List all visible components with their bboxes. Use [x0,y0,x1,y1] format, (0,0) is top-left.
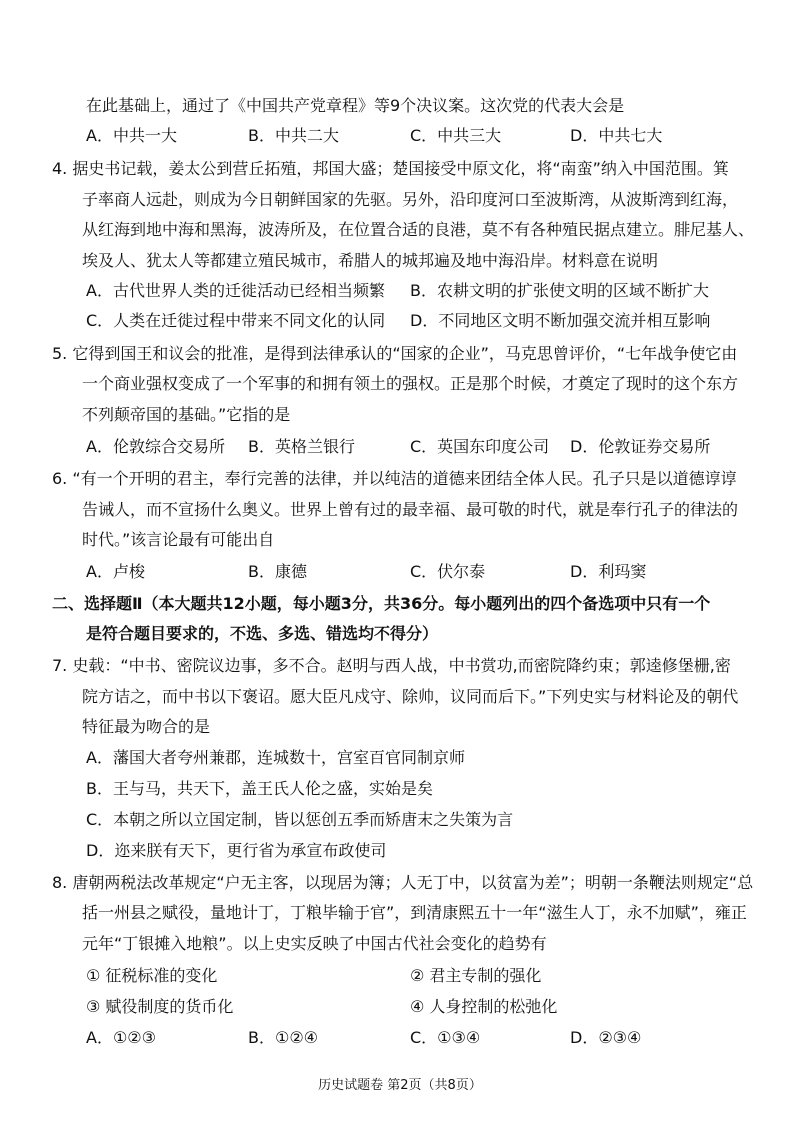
q6-line-1: 6. “有一个开明的君主，奉行完善的法律，并以纯洁的道德来团结全体人民。孔子只是以道德谆谆 [52,469,737,488]
q3-option-d: D．中共七大 [570,126,663,145]
q4-option-b: B．农耕文明的扩张使文明的区域不断扩大 [410,281,709,300]
q7-option-a: A．藩国大者夸州兼郡，连城数十，宫室百官同制京师 [86,748,465,767]
q6-option-d: D．利玛窦 [570,562,647,581]
q4-option-a: A．古代世界人类的迁徙活动已经相当频繁 [86,281,385,300]
q8-option-c: C．①③④ [410,1028,481,1047]
q8-line-2: 括一州县之赋役，量地计丁，丁粮毕输于官”，到清康熙五十一年“滋生人丁，永不加赋”，雍正 [82,903,747,922]
section-2-heading-cont: 是符合题目要求的，不选、多选、错选均不得分） [86,624,439,643]
q4-line-3: 从红海到地中海和黑海，波涛所及，在位置合适的良港，莫不有各种殖民据点建立。腓尼基人、 [82,220,755,239]
section-2-heading: 二、选择题Ⅱ（本大题共12小题，每小题3分，共36分。每小题列出的四个备选项中只有一个 [52,594,711,613]
q7-option-c: C．本朝之所以立国定制，皆以惩创五季而矫唐末之失策为言 [86,810,514,829]
q6-option-a: A．卢梭 [86,562,145,581]
q6-line-2: 告诫人，而不宣扬什么奥义。世界上曾有过的最幸福、最可敬的时代，就是奉行孔子的律法的 [82,500,739,519]
q8-option-b: B．①②④ [248,1028,319,1047]
q8-item-1: ① 征税标准的变化 [86,966,218,985]
q8-line-3: 元年“丁银摊入地粮”。以上史实反映了中国古代社会变化的趋势有 [82,934,547,953]
q4-line-4: 埃及人、犹太人等都建立殖民城市，希腊人的城邦遍及地中海沿岸。材料意在说明 [82,251,659,270]
q5-line-1: 5. 它得到国王和议会的批准，是得到法律承认的“国家的企业”，马克思曾评价，“七年战争使它由 [52,344,738,363]
q7-line-3: 特征最为吻合的是 [82,717,211,736]
q4-line-2: 子率商人远赴，则成为今日朝鲜国家的先驱。另外，沿印度河口至波斯湾，从波斯湾到红海， [82,190,739,209]
q4-option-c: C．人类在迁徙过程中带来不同文化的认同 [86,311,386,330]
q7-option-b: B．王与马，共天下，盖王氏人伦之盛，实始是矣 [86,779,433,798]
q8-option-a: A．①②③ [86,1028,156,1047]
q5-line-3: 不列颠帝国的基础。”它指的是 [82,405,291,424]
q3-option-b: B．中共二大 [248,126,339,145]
q3-option-a: A．中共一大 [86,126,177,145]
q4-line-1: 4. 据史书记载，姜太公到营丘拓殖，邦国大盛；楚国接受中原文化，将“南蛮”纳入中国范围。箕 [52,159,729,178]
q8-line-1: 8. 唐朝两税法改革规定“户无主客，以现居为簿；人无丁中，以贫富为差”；明朝一条鞭法则规定“总 [52,873,754,892]
q7-line-1: 7. 史载：“中书、密院议边事，多不合。赵明与西人战，中书赏功,而密院降约束；郭逵修堡栅,密 [52,656,731,675]
q6-option-c: C．伏尔泰 [410,562,486,581]
q8-item-2: ② 君主专制的强化 [410,966,542,985]
q4-option-d: D．不同地区文明不断加强交流并相互影响 [410,311,711,330]
q8-option-d: D．②③④ [570,1028,642,1047]
q7-option-d: D．迩来朕有天下，更行省为承宣布政使司 [86,841,387,860]
q5-option-b: B．英格兰银行 [248,437,355,456]
page-footer: 历史试题卷 第2页（共8页） [318,1078,482,1093]
q5-line-2: 一个商业强权变成了一个军事的和拥有领土的强权。正是那个时候，才奠定了现时的这个东方 [82,374,739,393]
q6-option-b: B．康德 [248,562,307,581]
q8-item-4: ④ 人身控制的松弛化 [410,997,558,1016]
q7-line-2: 院方诘之，而中书以下褒诏。愿大臣凡戍守、除帅，议同而后下。”下列史实与材料论及的朝代 [82,687,739,706]
q8-item-3: ③ 赋役制度的货币化 [86,997,234,1016]
q3-option-c: C．中共三大 [410,126,502,145]
q5-option-d: D．伦敦证券交易所 [570,437,711,456]
q5-option-c: C．英国东印度公司 [410,437,550,456]
q6-line-3: 时代。”该言论最有可能出自 [82,530,275,549]
q3-stem-tail: 在此基础上，通过了《中国共产党章程》等9个决议案。这次党的代表大会是 [86,96,625,115]
q5-option-a: A．伦敦综合交易所 [86,437,225,456]
